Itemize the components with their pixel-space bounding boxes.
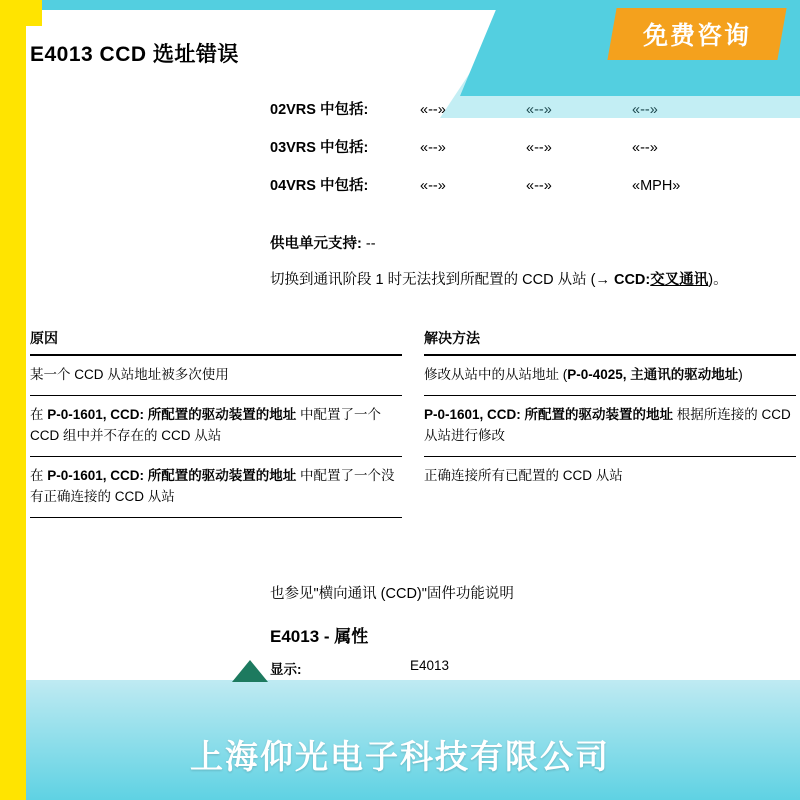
- vrs-value: «--»: [420, 178, 446, 194]
- yellow-left-bar: [0, 0, 26, 800]
- description-bold: CCD:: [613, 272, 651, 288]
- vrs-value: «--»: [632, 102, 658, 118]
- table-row: [424, 356, 796, 396]
- free-consult-banner[interactable]: [607, 8, 786, 60]
- vrs-label: 04VRS 中包括:: [270, 178, 369, 194]
- vrs-label: 02VRS 中包括:: [270, 102, 369, 118]
- supply-label: 供电单元支持:: [270, 236, 362, 252]
- description-prefix: 切换到通讯阶段 1 时无法找到所配置的 CCD 从站 (→: [270, 272, 614, 288]
- vrs-value: «--»: [420, 140, 446, 156]
- error-description: [270, 268, 790, 289]
- cross-communication-link[interactable]: 交叉通讯: [650, 272, 709, 288]
- cause-text-2: 中配置了一个 CCD 组中并不存在的 CCD 从站: [30, 406, 382, 443]
- cause-bold: P-0-1601, CCD: 所配置的驱动装置的地址: [47, 406, 297, 422]
- table-row: [424, 457, 796, 496]
- attribute-row: [270, 658, 670, 678]
- fix-text: 正确连接所有已配置的 CCD 从站: [424, 467, 623, 483]
- column-header-solution: 解决方法: [424, 328, 796, 356]
- page-title: E4013 CCD 选址错误: [30, 43, 239, 66]
- fix-text-2: ): [738, 367, 743, 382]
- fix-bold: P-0-1601, CCD: 所配置的驱动装置的地址: [424, 406, 674, 422]
- vrs-label: 03VRS 中包括:: [270, 140, 369, 156]
- fix-text-2: 根据所连接的 CCD 从站进行修改: [424, 406, 791, 443]
- column-header-cause: 原因: [30, 328, 402, 356]
- attribute-value: E4013: [410, 658, 450, 673]
- cause-text: 某一个 CCD 从站地址被多次使用: [30, 367, 229, 382]
- yellow-top-block: [0, 0, 42, 26]
- green-triangle-marker: [232, 660, 268, 682]
- table-row: [424, 396, 796, 457]
- vrs-value: «--»: [526, 140, 552, 156]
- cause-text: 在: [30, 406, 48, 422]
- vrs-value: «--»: [632, 140, 658, 156]
- cause-bold: P-0-1601, CCD: 所配置的驱动装置的地址: [47, 467, 297, 483]
- table-row: [30, 457, 402, 518]
- company-name: 上海仰光电子科技有限公司: [190, 738, 610, 775]
- solution-column: [424, 328, 796, 518]
- vrs-row: [270, 174, 770, 195]
- cause-text: 在: [30, 467, 48, 483]
- attribute-label: 显示:: [270, 662, 302, 677]
- supply-unit-support: [270, 232, 376, 253]
- fix-text: 修改从站中的从站地址 (: [424, 367, 568, 382]
- supply-value: --: [365, 236, 376, 252]
- description-suffix: )。: [708, 272, 728, 288]
- see-also-note: 也参见"横向通讯 (CCD)"固件功能说明: [270, 586, 514, 602]
- cause-column: [30, 328, 402, 518]
- vrs-value: «--»: [420, 102, 446, 118]
- vrs-value: «--»: [526, 102, 552, 118]
- fix-bold: P-0-4025, 主通讯的驱动地址: [567, 367, 739, 382]
- vrs-value: «--»: [526, 178, 552, 194]
- vrs-value: «MPH»: [632, 178, 681, 194]
- table-row: [30, 356, 402, 396]
- cause-solution-table: [30, 328, 796, 518]
- banner-label: 免费咨询: [642, 22, 751, 50]
- attributes-title: E4013 - 属性: [270, 627, 369, 646]
- cause-text-2: 中配置了一个没有正确连接的 CCD 从站: [30, 467, 395, 504]
- vrs-row: [270, 136, 770, 157]
- table-row: [30, 396, 402, 457]
